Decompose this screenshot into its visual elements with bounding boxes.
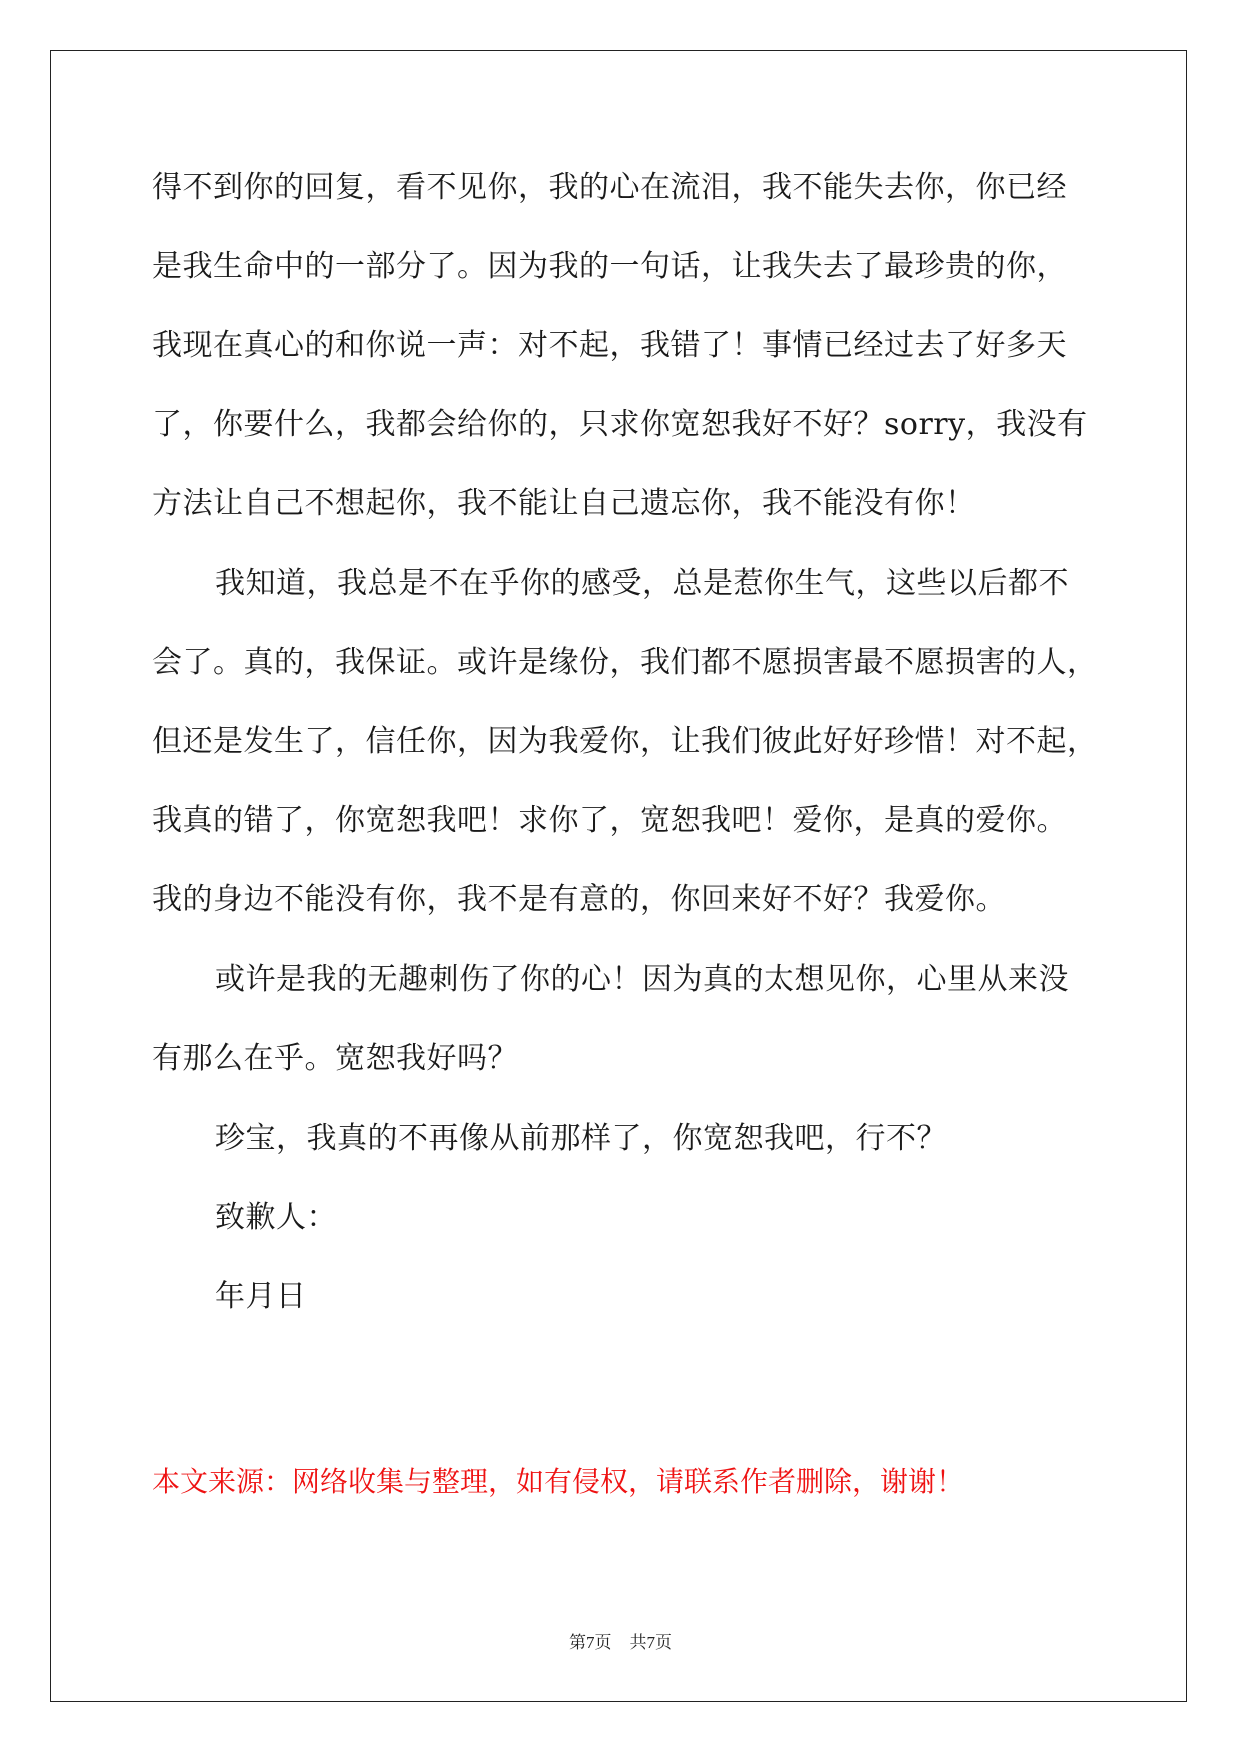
text-line: 珍宝，我真的不再像从前那样了，你宽恕我吧，行不？ [215,1121,947,1156]
text-line: 我的身边不能没有你，我不是有意的，你回来好不好？我爱你。 [152,882,1006,917]
text-line: 方法让自己不想起你，我不能让自己遗忘你，我不能没有你！ [152,486,976,521]
text-line: 或许是我的无趣刺伤了你的心！因为真的太想见你，心里从来没 [215,962,1069,997]
date-line: 年月日 [215,1279,307,1314]
text-line: 但还是发生了，信任你，因为我爱你，让我们彼此好好珍惜！对不起， [152,724,1098,759]
signature-label: 致歉人： [215,1200,337,1235]
page-number-current: 第7页 [569,1633,612,1652]
text-line: 是我生命中的一部分了。因为我的一句话，让我失去了最珍贵的你， [152,249,1067,284]
text-line: 得不到你的回复，看不见你，我的心在流泪，我不能失去你，你已经 [152,170,1067,205]
text-line: 我真的错了，你宽恕我吧！求你了，宽恕我吧！爱你，是真的爱你。 [152,803,1067,838]
source-note: 本文来源：网络收集与整理，如有侵权，请联系作者删除，谢谢！ [152,1465,965,1498]
text-line: 会了。真的，我保证。或许是缘份，我们都不愿损害最不愿损害的人， [152,645,1098,680]
page-frame [50,50,1187,1702]
text-line: 我知道，我总是不在乎你的感受，总是惹你生气，这些以后都不 [215,566,1069,601]
page-number-total: 共7页 [629,1633,672,1652]
text-line: 有那么在乎。宽恕我好吗？ [152,1041,518,1076]
text-line: 我现在真心的和你说一声：对不起，我错了！事情已经过去了好多天 [152,328,1067,363]
text-line: 了，你要什么，我都会给你的，只求你宽恕我好不好？sorry，我没有 [152,407,1088,442]
page-footer [0,1628,1241,1653]
